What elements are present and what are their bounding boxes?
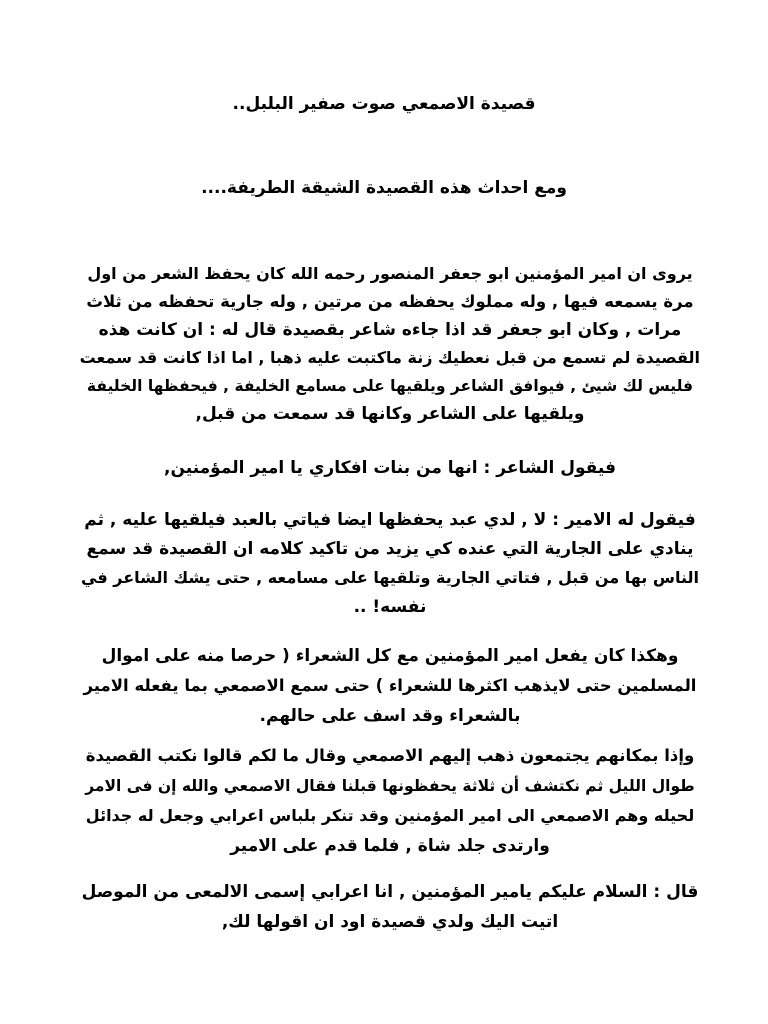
paragraph-1-line-3: مرات , وكان ابو جعفر قد اذا جاءه شاعر بقصيدة قال له : ان كانت هذه [98,320,682,340]
paragraph-4-line-1: وهكذا كان يفعل امير المؤمنين مع كل الشعراء ( حرصا منه على اموال [101,646,679,666]
paragraph-1-line-4: القصيدة لم تسمع من قبل نعطيك زنة ماكتبت عليه ذهبا , اما اذا كانت قد سمعت [79,348,700,367]
paragraph-1-line-1: يروى ان امير المؤمنين ابو جعفر المنصور رحمه الله كان يحفظ الشعر من اول [87,264,693,283]
paragraph-4-line-3: بالشعراء وقد اسف على حالهم. [259,706,521,726]
paragraph-1-line-6: ويلقيها على الشاعر وكانها قد سمعت من قبل, [195,404,585,424]
paragraph-4-line-2: المسلمين حتى لايذهب اكثرها للشعراء ) حتى سمع الاصمعي بما يفعله الامير [83,676,697,695]
paragraph-1-line-5: فليس لك شيئ , فيوافق الشاعر ويلقيها على مسامع الخليفة , فيحفظها الخليفة [86,377,694,395]
paragraph-3-line-1: فيقول له الامير : لا , لدي عبد يحفظها ايضا فياتي بالعبد فيلقيها عليه , ثم [84,510,696,530]
document-subtitle: ومع احداث هذه القصيدة الشيقة الطريفة.... [201,178,567,198]
paragraph-5-line-3: لحيله وهم الاصمعي الى امير المؤمنين وقد تنكر بلباس اعرابي وجعل له جدائل [85,806,695,825]
paragraph-6-line-2: اتيت اليك ولدي قصيدة اود ان اقولها لك, [221,912,559,932]
paragraph-3-line-2: ينادي على الجارية التي عنده كي يزيد من تاكيد كلامه ان القصيدة قد سمع [86,539,694,559]
paragraph-5-line-4: وارتدى جلد شاة , فلما قدم على الامير [230,836,550,856]
document-title: قصيدة الاصمعي صوت صفير البلبل.. [232,94,536,114]
paragraph-5-line-1: وإذا بمكانهم يجتمعون ذهب إليهم الاصمعي وقال ما لكم قالوا نكتب القصيدة [85,746,695,765]
paragraph-2-line-1: فيقول الشاعر : انها من بنات افكاري يا امير المؤمنين, [164,458,616,478]
paragraph-5-line-2: طوال الليل ثم نكتشف أن ثلاثة يحفظونها قبلنا فقال الاصمعي والله إن فى الامر [85,777,695,795]
paragraph-3-line-3: الناس بها من قبل , فتاتي الجارية وتلقيها على مسامعه , حتى يشك الشاعر في [81,568,699,587]
paragraph-1-line-2: مرة يسمعه فيها , وله مملوك يحفظه من مرتين , وله جارية تحفظه من ثلاث [86,292,694,311]
paragraph-6-line-1: قال : السلام عليكم يامير المؤمنين , انا اعرابي إسمى الالمعى من الموصل [81,882,699,902]
paragraph-3-line-4: نفسه! .. [353,597,427,617]
